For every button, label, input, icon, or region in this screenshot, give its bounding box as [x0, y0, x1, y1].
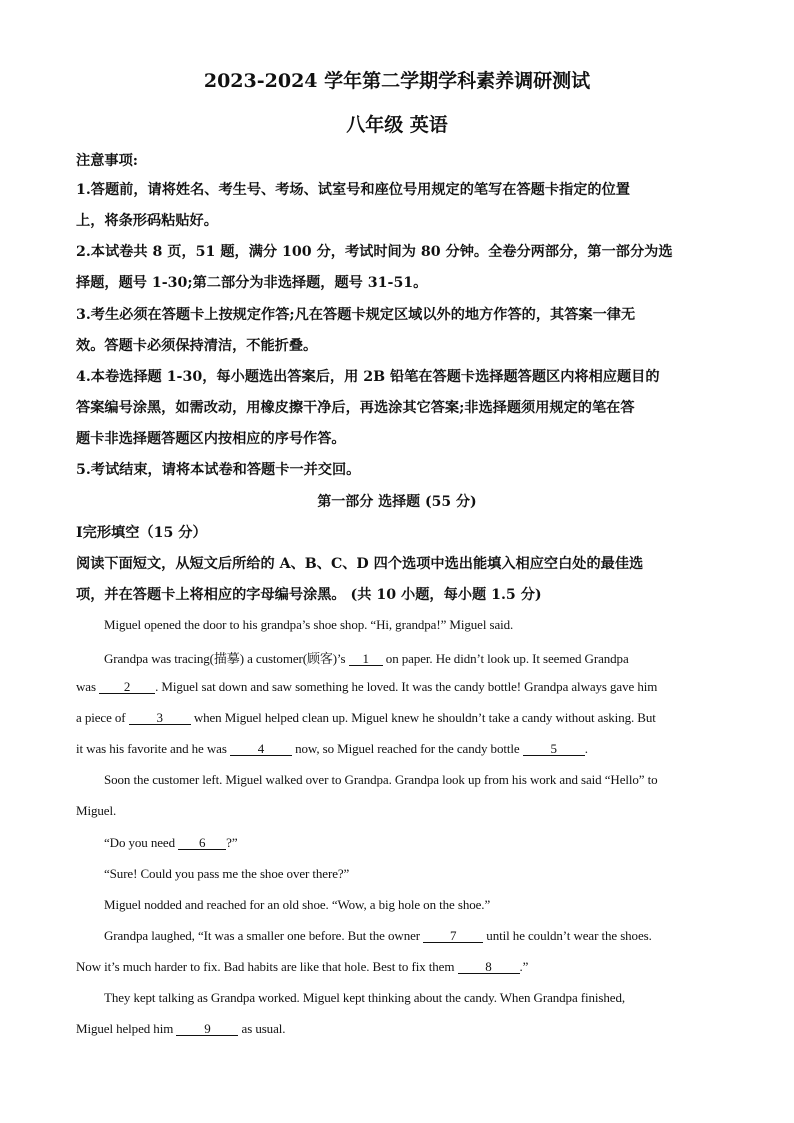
passage-text: Miguel helped him — [76, 1021, 177, 1036]
passage-text: a piece of — [76, 710, 129, 725]
passage-text: it was his favorite and he was — [76, 741, 230, 756]
passage-text: Now it’s much harder to fix. Bad habits are like that hole. Best to fix them — [76, 959, 458, 974]
passage-line: Miguel. — [76, 803, 117, 818]
passage-text: until he couldn’t wear the shoes. — [483, 928, 652, 943]
passage-line — [104, 835, 238, 851]
blank-3: 3 — [129, 712, 191, 725]
notice-line: 3.考生必须在答题卡上按规定作答;凡在答题卡规定区域以外的地方作答的，其答案一律无 — [76, 307, 636, 323]
section-title: Ⅰ完形填空（15 分） — [76, 525, 207, 541]
blank-1: 1 — [349, 653, 383, 666]
passage-line: “Sure! Could you pass me the shoe over there?” — [104, 866, 350, 881]
passage-text: . Miguel sat down and saw something he loved. It was the candy bottle! Grandpa always gave him — [155, 679, 658, 694]
notice-line: 1.答题前，请将姓名、考生号、考场、试室号和座位号用规定的笔写在答题卡指定的位置 — [76, 182, 630, 198]
passage-text: was — [76, 679, 100, 694]
notice-line: 答案编号涂黑，如需改动，用橡皮擦干净后，再选涂其它答案;非选择题须用规定的笔在答 — [76, 400, 635, 416]
passage-text: “Do you need — [104, 835, 179, 850]
passage-line: Miguel opened the door to his grandpa’s shoe shop. “Hi, grandpa!” Miguel said. — [104, 617, 514, 632]
passage-text: Grandpa laughed, “It was a smaller one before. But the owner — [104, 928, 424, 943]
passage-text: ?” — [226, 835, 238, 850]
passage-line — [104, 648, 629, 667]
notice-line: 4.本卷选择题 1-30，每小题选出答案后，用 2B 铅笔在答题卡选择题答题区内将相应题目的 — [76, 369, 660, 385]
blank-6: 6 — [178, 837, 226, 850]
passage-line — [76, 710, 656, 726]
passage-text: as usual. — [238, 1021, 286, 1036]
passage-text: Grandpa was tracing(描摹) a customer(顾客)’s — [104, 651, 349, 666]
blank-9: 9 — [176, 1023, 238, 1036]
instructions-line: 阅读下面短文，从短文后所给的 A、B、C、D 四个选项中选出能填入相应空白处的最佳选 — [76, 556, 644, 572]
passage-line — [76, 1021, 285, 1037]
notice-line: 择题，题号 1-30;第二部分为非选择题，题号 31-51。 — [76, 275, 428, 291]
passage-line — [76, 679, 657, 695]
part1-heading: 第一部分 选择题 (55 分) — [317, 494, 477, 510]
blank-2: 2 — [99, 681, 155, 694]
blank-5: 5 — [523, 743, 585, 756]
passage-line: Soon the customer left. Miguel walked over to Grandpa. Grandpa look up from his work and said “Hello” to — [104, 772, 658, 787]
passage-line: Miguel nodded and reached for an old shoe. “Wow, a big hole on the shoe.” — [104, 897, 491, 912]
blank-4: 4 — [230, 743, 292, 756]
passage-line — [76, 741, 588, 757]
passage-line — [76, 959, 528, 975]
exam-title: 2023-2024 学年第二学期学科素养调研测试 — [203, 70, 591, 92]
passage-line: They kept talking as Grandpa worked. Miguel kept thinking about the candy. When Grandpa finished, — [104, 990, 625, 1005]
notice-line: 题卡非选择题答题区内按相应的序号作答。 — [76, 431, 346, 447]
instructions-line: 项，并在答题卡上将相应的字母编号涂黑。 (共 10 小题，每小题 1.5 分) — [76, 587, 542, 603]
blank-8: 8 — [458, 961, 520, 974]
passage-text: . — [584, 741, 588, 756]
notice-line: 效。答题卡必须保持清洁，不能折叠。 — [76, 338, 318, 354]
notice-heading: 注意事项: — [76, 153, 138, 169]
notice-line: 上，将条形码粘贴好。 — [76, 213, 218, 229]
exam-subtitle: 八年级 英语 — [346, 114, 448, 136]
passage-line — [104, 928, 652, 944]
notice-line: 5.考试结束，请将本试卷和答题卡一并交回。 — [76, 462, 361, 478]
passage-text: when Miguel helped clean up. Miguel knew he shouldn’t take a candy without asking. But — [190, 710, 656, 725]
passage-text: on paper. He didn’t look up. It seemed Grandpa — [382, 651, 629, 666]
passage-text: now, so Miguel reached for the candy bottle — [291, 741, 523, 756]
notice-line: 2.本试卷共 8 页，51 题，满分 100 分，考试时间为 80 分钟。全卷分两部分，第一部分为选 — [76, 244, 673, 260]
blank-7: 7 — [423, 930, 483, 943]
passage-text: .” — [519, 959, 529, 974]
